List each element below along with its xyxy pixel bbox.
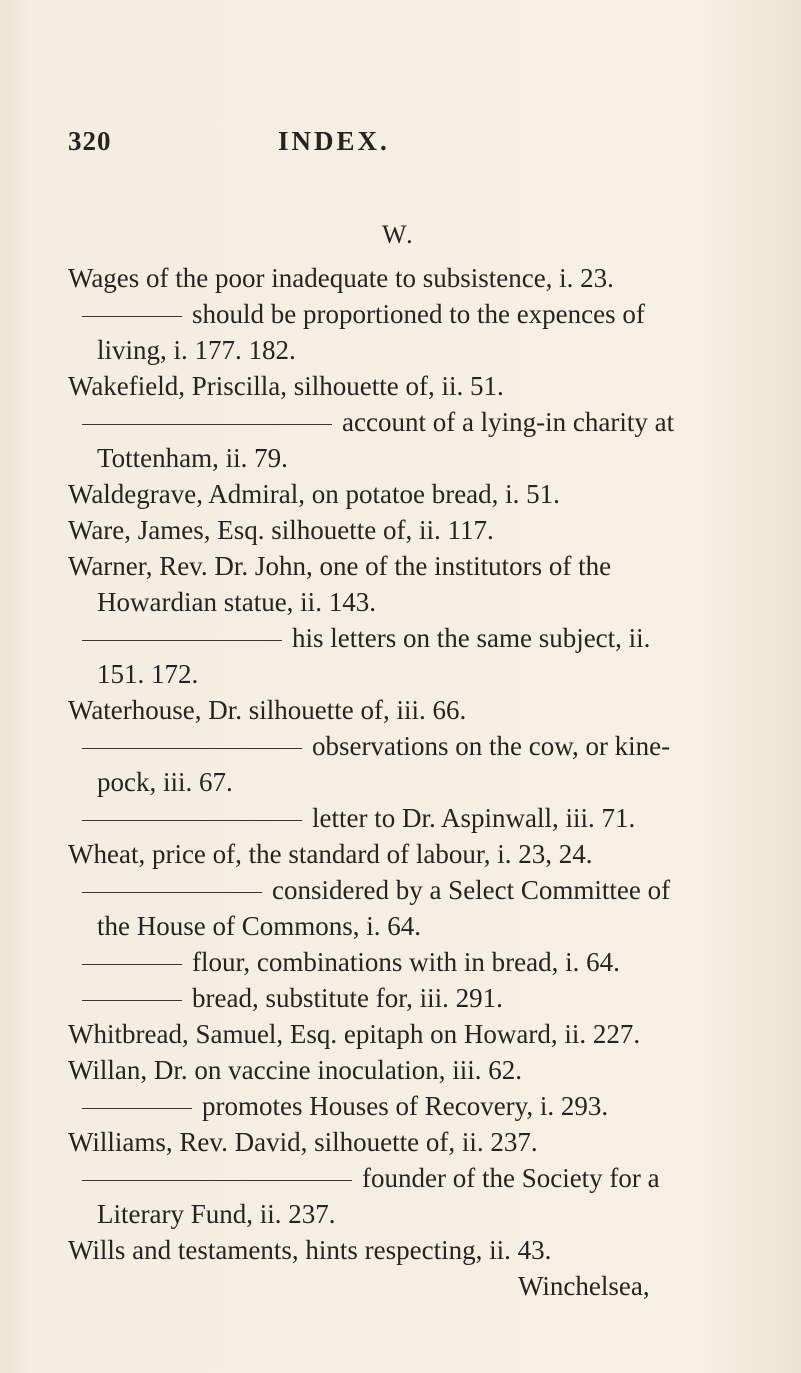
index-line	[68, 370, 504, 402]
index-entry-text: Ware, James, Esq. silhouette of, ii. 117.	[68, 515, 494, 545]
index-line	[68, 514, 494, 546]
ditto-dash	[82, 424, 332, 425]
index-line	[82, 1090, 608, 1122]
ditto-dash	[82, 640, 282, 641]
index-line	[68, 694, 466, 726]
index-entry-text: the House of Commons, i. 64.	[97, 911, 421, 941]
index-line	[97, 658, 198, 690]
index-entry-text: Wages of the poor inadequate to subsistence, i. 23.	[68, 263, 614, 293]
ditto-dash	[82, 1000, 182, 1001]
index-line	[68, 478, 560, 510]
index-entry-text: Williams, Rev. David, silhouette of, ii. 237.	[68, 1127, 538, 1157]
ditto-dash	[82, 748, 302, 749]
index-entry-text: should be proportioned to the expences of	[192, 299, 645, 329]
index-entry-text: Warner, Rev. Dr. John, one of the institutors of the	[68, 551, 612, 581]
index-entry-text: his letters on the same subject, ii.	[292, 623, 651, 653]
index-line	[68, 1126, 538, 1158]
index-line	[82, 730, 670, 762]
page-title: INDEX.	[278, 126, 390, 156]
index-line	[82, 982, 503, 1014]
index-line	[97, 1198, 335, 1230]
index-entry-text: pock, iii. 67.	[97, 767, 233, 797]
index-line	[68, 1018, 640, 1050]
index-entry-text: letter to Dr. Aspinwall, iii. 71.	[312, 803, 636, 833]
index-entry-text: bread, substitute for, iii. 291.	[192, 983, 503, 1013]
index-entry-text: Whitbread, Samuel, Esq. epitaph on Howard, ii. 227.	[68, 1019, 641, 1049]
catchword-text: Winchelsea,	[518, 1271, 650, 1301]
index-entry-text: Wills and testaments, hints respecting, ii. 43.	[68, 1235, 552, 1265]
index-entry-text: 151. 172.	[97, 659, 199, 689]
index-entry-text: Willan, Dr. on vaccine inoculation, iii. 62.	[68, 1055, 523, 1085]
index-line	[68, 1054, 522, 1086]
index-entry-text: Wheat, price of, the standard of labour, i. 23, 24.	[68, 839, 593, 869]
index-entry-text: promotes Houses of Recovery, i. 293.	[202, 1091, 609, 1121]
catchword	[518, 1270, 650, 1302]
ditto-dash	[82, 964, 182, 965]
index-line	[82, 406, 674, 438]
index-entry-text: living, i. 177. 182.	[97, 335, 296, 365]
index-entry-text: Wakefield, Priscilla, silhouette of, ii. 51.	[68, 371, 504, 401]
index-entry-text: Literary Fund, ii. 237.	[97, 1199, 336, 1229]
index-line	[68, 550, 611, 582]
index-line	[97, 334, 296, 366]
index-entry-text: account of a lying-in charity at	[342, 407, 675, 437]
page-number: 320	[68, 126, 112, 156]
index-line	[82, 946, 620, 978]
index-line	[82, 622, 650, 654]
index-line	[97, 766, 233, 798]
index-entry-text: considered by a Select Committee of	[272, 875, 671, 905]
section-letter: W.	[382, 220, 415, 249]
index-entry-text: Waldegrave, Admiral, on potatoe bread, i. 51.	[68, 479, 560, 509]
index-entry-text: Waterhouse, Dr. silhouette of, iii. 66.	[68, 695, 467, 725]
index-entry-text: Tottenham, ii. 79.	[97, 443, 288, 473]
ditto-dash	[82, 1108, 192, 1109]
index-line	[97, 910, 421, 942]
index-line	[68, 838, 593, 870]
index-entry-text: flour, combinations with in bread, i. 64.	[192, 947, 620, 977]
ditto-dash	[82, 1180, 352, 1181]
ditto-dash	[82, 820, 302, 821]
index-entry-text: observations on the cow, or kine-	[312, 731, 671, 761]
ditto-dash	[82, 316, 182, 317]
index-line	[82, 298, 645, 330]
index-line	[82, 802, 635, 834]
index-line	[82, 1162, 660, 1194]
index-entry-text: founder of the Society for a	[362, 1163, 660, 1193]
index-line	[82, 874, 670, 906]
index-line	[68, 262, 614, 294]
ditto-dash	[82, 892, 262, 893]
index-line	[97, 442, 288, 474]
index-entry-text: Howardian statue, ii. 143.	[97, 587, 376, 617]
index-line	[68, 1234, 551, 1266]
index-line	[97, 586, 376, 618]
